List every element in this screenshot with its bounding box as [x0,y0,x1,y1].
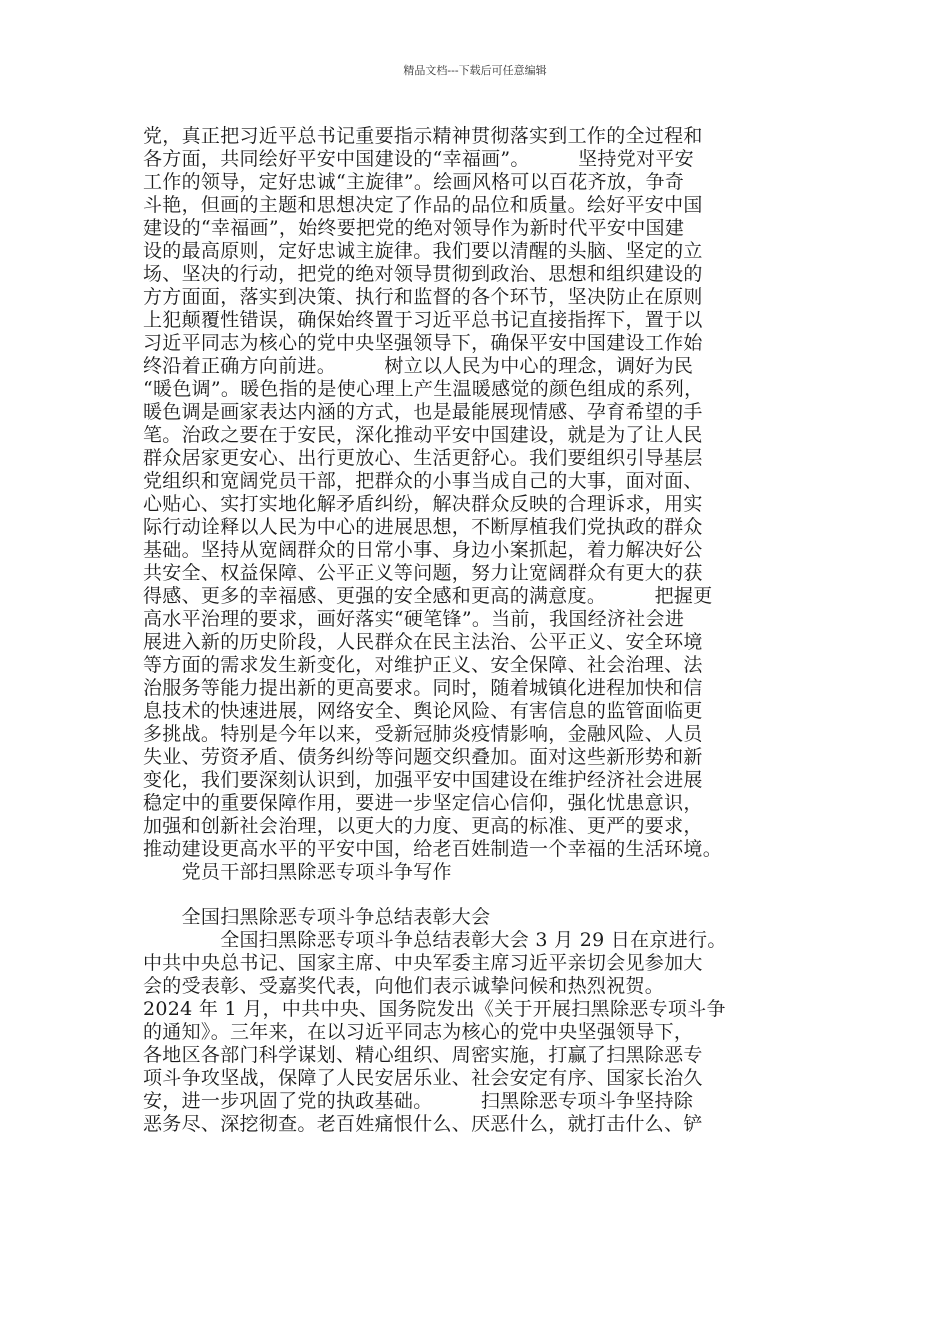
body-text-line: 各方面，共同绘好平安中国建设的“幸福画”。 坚持党对平安 [143,148,694,170]
body-text-line: 推动建设更高水平的平安中国，给老百姓制造一个幸福的生活环境。 [143,838,723,860]
body-text-line: 设的最高原则，定好忠诚主旋律。我们要以清醒的头脑、坚定的立 [143,240,703,262]
body-text-line: 恶务尽、深挖彻查。老百姓痛恨什么、厌恶什么，就打击什么、铲 [143,1113,703,1135]
body-text-line: 党组织和宽阔党员干部，把群众的小事当成自己的大事，面对面、 [143,470,703,492]
body-text-line: 高水平治理的要求，画好落实“硬笔锋”。当前，我国经济社会进 [143,608,685,630]
body-text-line: 安，进一步巩固了党的执政基础。 扫黑除恶专项斗争坚持除 [143,1090,694,1112]
body-text-line: 方方面面，落实到决策、执行和监督的各个环节，坚决防止在原则 [143,286,703,308]
body-text-line: 全国扫黑除恶专项斗争总结表彰大会 [143,906,491,928]
body-text-line: 党，真正把习近平总书记重要指示精神贯彻落实到工作的全过程和 [143,125,703,147]
body-text-line: 建设的“幸福画”，始终要把党的绝对领导作为新时代平安中国建 [143,217,685,239]
body-text-line: 斗艳，但画的主题和思想决定了作品的品位和质量。绘好平安中国 [143,194,703,216]
document-body [143,125,833,1136]
body-text-line: 党员干部扫黑除恶专项斗争写作 [143,861,452,883]
body-text-line: “暖色调”。暖色指的是使心理上产生温暖感觉的颜色组成的系列， [143,378,704,400]
body-text-line: 工作的领导，定好忠诚“主旋律”。绘画风格可以百花齐放，争奇 [143,171,685,193]
body-text-line: 加强和创新社会治理，以更大的力度、更高的标准、更严的要求， [143,815,703,837]
body-text-line: 终沿着正确方向前进。 树立以人民为中心的理念，调好为民 [143,355,694,377]
body-text-line: 暖色调是画家表达内涵的方式，也是最能展现情感、孕育希望的手 [143,401,703,423]
body-text-line [143,884,833,906]
body-text-line: 多挑战。特别是今年以来，受新冠肺炎疫情影响，金融风险、人员 [143,723,703,745]
body-text-line: 群众居家更安心、出行更放心、生活更舒心。我们要组织引导基层 [143,447,703,469]
body-text-line: 习近平同志为核心的党中央坚强领导下，确保平安中国建设工作始 [143,332,703,354]
body-text-line: 的通知》。三年来，在以习近平同志为核心的党中央坚强领导下， [143,1021,694,1043]
body-text-line: 中共中央总书记、国家主席、中央军委主席习近平亲切会见参加大 [143,952,703,974]
body-text-line: 心贴心、实打实地化解矛盾纠纷，解决群众反映的合理诉求，用实 [143,493,703,515]
body-text-line: 会的受表彰、受嘉奖代表，向他们表示诚挚问候和热烈祝贺。 [143,975,665,997]
body-text-line: 变化，我们要深刻认识到，加强平安中国建设在维护经济社会进展 [143,769,703,791]
body-text-line: 场、坚决的行动，把党的绝对领导贯彻到政治、思想和组织建设的 [143,263,703,285]
body-text-line: 2024 年 1 月，中共中央、国务院发出《关于开展扫黑除恶专项斗争 [143,998,726,1020]
body-text-line: 项斗争攻坚战，保障了人民安居乐业、社会安定有序、国家长治久 [143,1067,703,1089]
body-text-line: 笔。治政之要在于安民，深化推动平安中国建设，就是为了让人民 [143,424,703,446]
body-text-line: 治服务等能力提出新的更高要求。同时，随着城镇化进程加快和信 [143,677,703,699]
body-text-line: 等方面的需求发生新变化，对维护正义、安全保障、社会治理、法 [143,654,703,676]
body-text-line: 各地区各部门科学谋划、精心组织、周密实施，打赢了扫黑除恶专 [143,1044,703,1066]
body-text-line: 上犯颠覆性错误，确保始终置于习近平总书记直接指挥下，置于以 [143,309,703,331]
body-text-line: 稳定中的重要保障作用，要进一步坚定信心信仰，强化忧患意识， [143,792,703,814]
body-text-line: 共安全、权益保障、公平正义等问题，努力让宽阔群众有更大的获 [143,562,703,584]
body-text-line: 息技术的快速进展，网络安全、舆论风险、有害信息的监管面临更 [143,700,703,722]
body-text-line: 失业、劳资矛盾、债务纠纷等问题交织叠加。面对这些新形势和新 [143,746,703,768]
body-text-line: 基础。坚持从宽阔群众的日常小事、身边小案抓起，着力解决好公 [143,539,703,561]
body-text-line: 得感、更多的幸福感、更强的安全感和更高的满意度。 把握更 [143,585,713,607]
page-header: 精品文档---下载后可任意编辑 [403,64,547,77]
body-text-line: 际行动诠释以人民为中心的进展思想，不断厚植我们党执政的群众 [143,516,703,538]
body-text-line: 展进入新的历史阶段，人民群众在民主法治、公平正义、安全环境 [143,631,703,653]
body-text-line: 全国扫黑除恶专项斗争总结表彰大会 3 月 29 日在京进行。 [143,929,727,951]
